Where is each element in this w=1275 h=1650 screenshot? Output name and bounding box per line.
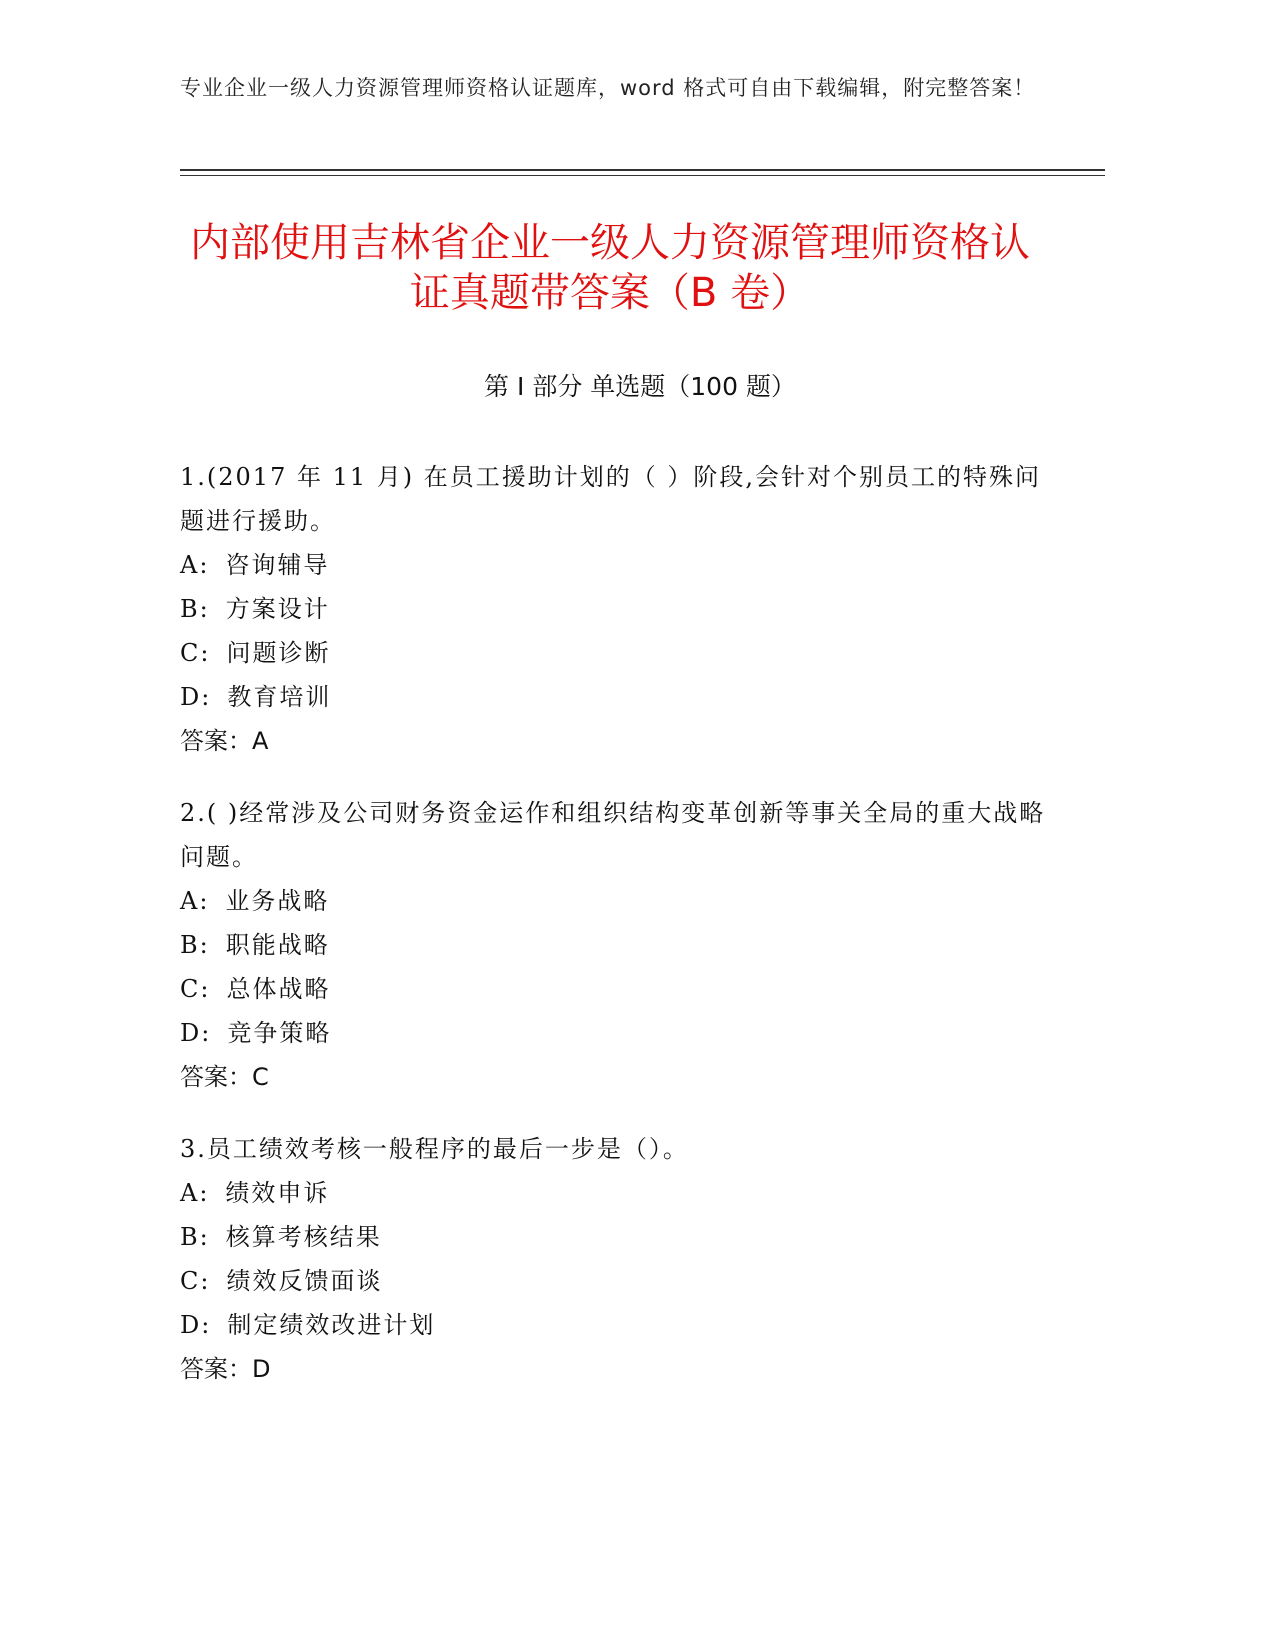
option-letter: B:: [180, 595, 210, 623]
option-a: [180, 1171, 1050, 1215]
question-1: [180, 455, 1050, 763]
option-text: 竞争策略: [227, 1019, 332, 1047]
question-2: [180, 791, 1050, 1099]
option-text: 职能战略: [225, 931, 330, 959]
header-note: 专业企业一级人力资源管理师资格认证题库，word 格式可自由下载编辑，附完整答案！: [180, 76, 1036, 100]
option-b: [180, 587, 1050, 631]
option-text: 制定绩效改进计划: [227, 1311, 436, 1339]
option-letter: B:: [180, 1223, 210, 1251]
option-text: 业务战略: [225, 887, 330, 915]
option-text: 教育培训: [227, 683, 332, 711]
option-b: [180, 923, 1050, 967]
option-letter: D:: [180, 683, 212, 711]
question-stem: 1.(2017 年 11 月) 在员工援助计划的（ ）阶段,会针对个别员工的特殊问题进行援助。: [180, 463, 1042, 535]
answer-line: 答案：A: [180, 727, 269, 755]
option-letter: C:: [180, 1267, 211, 1295]
document-title: 内部使用吉林省企业一级人力资源管理师资格认证真题带答案（B 卷）: [190, 220, 1030, 316]
option-letter: C:: [180, 639, 211, 667]
option-letter: A:: [180, 887, 210, 915]
answer-line: 答案：D: [180, 1355, 271, 1383]
header-rule-thick: [180, 169, 1105, 171]
option-c: [180, 967, 1050, 1011]
option-text: 问题诊断: [226, 639, 331, 667]
option-text: 总体战略: [226, 975, 331, 1003]
option-letter: A:: [180, 1179, 210, 1207]
option-text: 绩效申诉: [225, 1179, 330, 1207]
option-d: [180, 1303, 1050, 1347]
option-b: [180, 1215, 1050, 1259]
option-a: [180, 543, 1050, 587]
option-c: [180, 631, 1050, 675]
section-title: 第 I 部分 单选题（100 题）: [484, 372, 796, 401]
option-letter: D:: [180, 1311, 212, 1339]
option-text: 核算考核结果: [225, 1223, 382, 1251]
option-letter: D:: [180, 1019, 212, 1047]
option-letter: C:: [180, 975, 211, 1003]
option-letter: A:: [180, 551, 210, 579]
option-text: 绩效反馈面谈: [226, 1267, 383, 1295]
option-d: [180, 675, 1050, 719]
option-c: [180, 1259, 1050, 1303]
option-text: 咨询辅导: [225, 551, 330, 579]
option-a: [180, 879, 1050, 923]
question-3: [180, 1127, 1050, 1391]
question-stem: 2.( )经常涉及公司财务资金运作和组织结构变革创新等事关全局的重大战略问题。: [180, 799, 1046, 871]
header-rule-thin: [180, 175, 1105, 176]
question-list: [180, 455, 1050, 1419]
answer-line: 答案：C: [180, 1063, 269, 1091]
option-letter: B:: [180, 931, 210, 959]
option-text: 方案设计: [225, 595, 330, 623]
question-stem: 3.员工绩效考核一般程序的最后一步是（）。: [180, 1135, 689, 1163]
option-d: [180, 1011, 1050, 1055]
